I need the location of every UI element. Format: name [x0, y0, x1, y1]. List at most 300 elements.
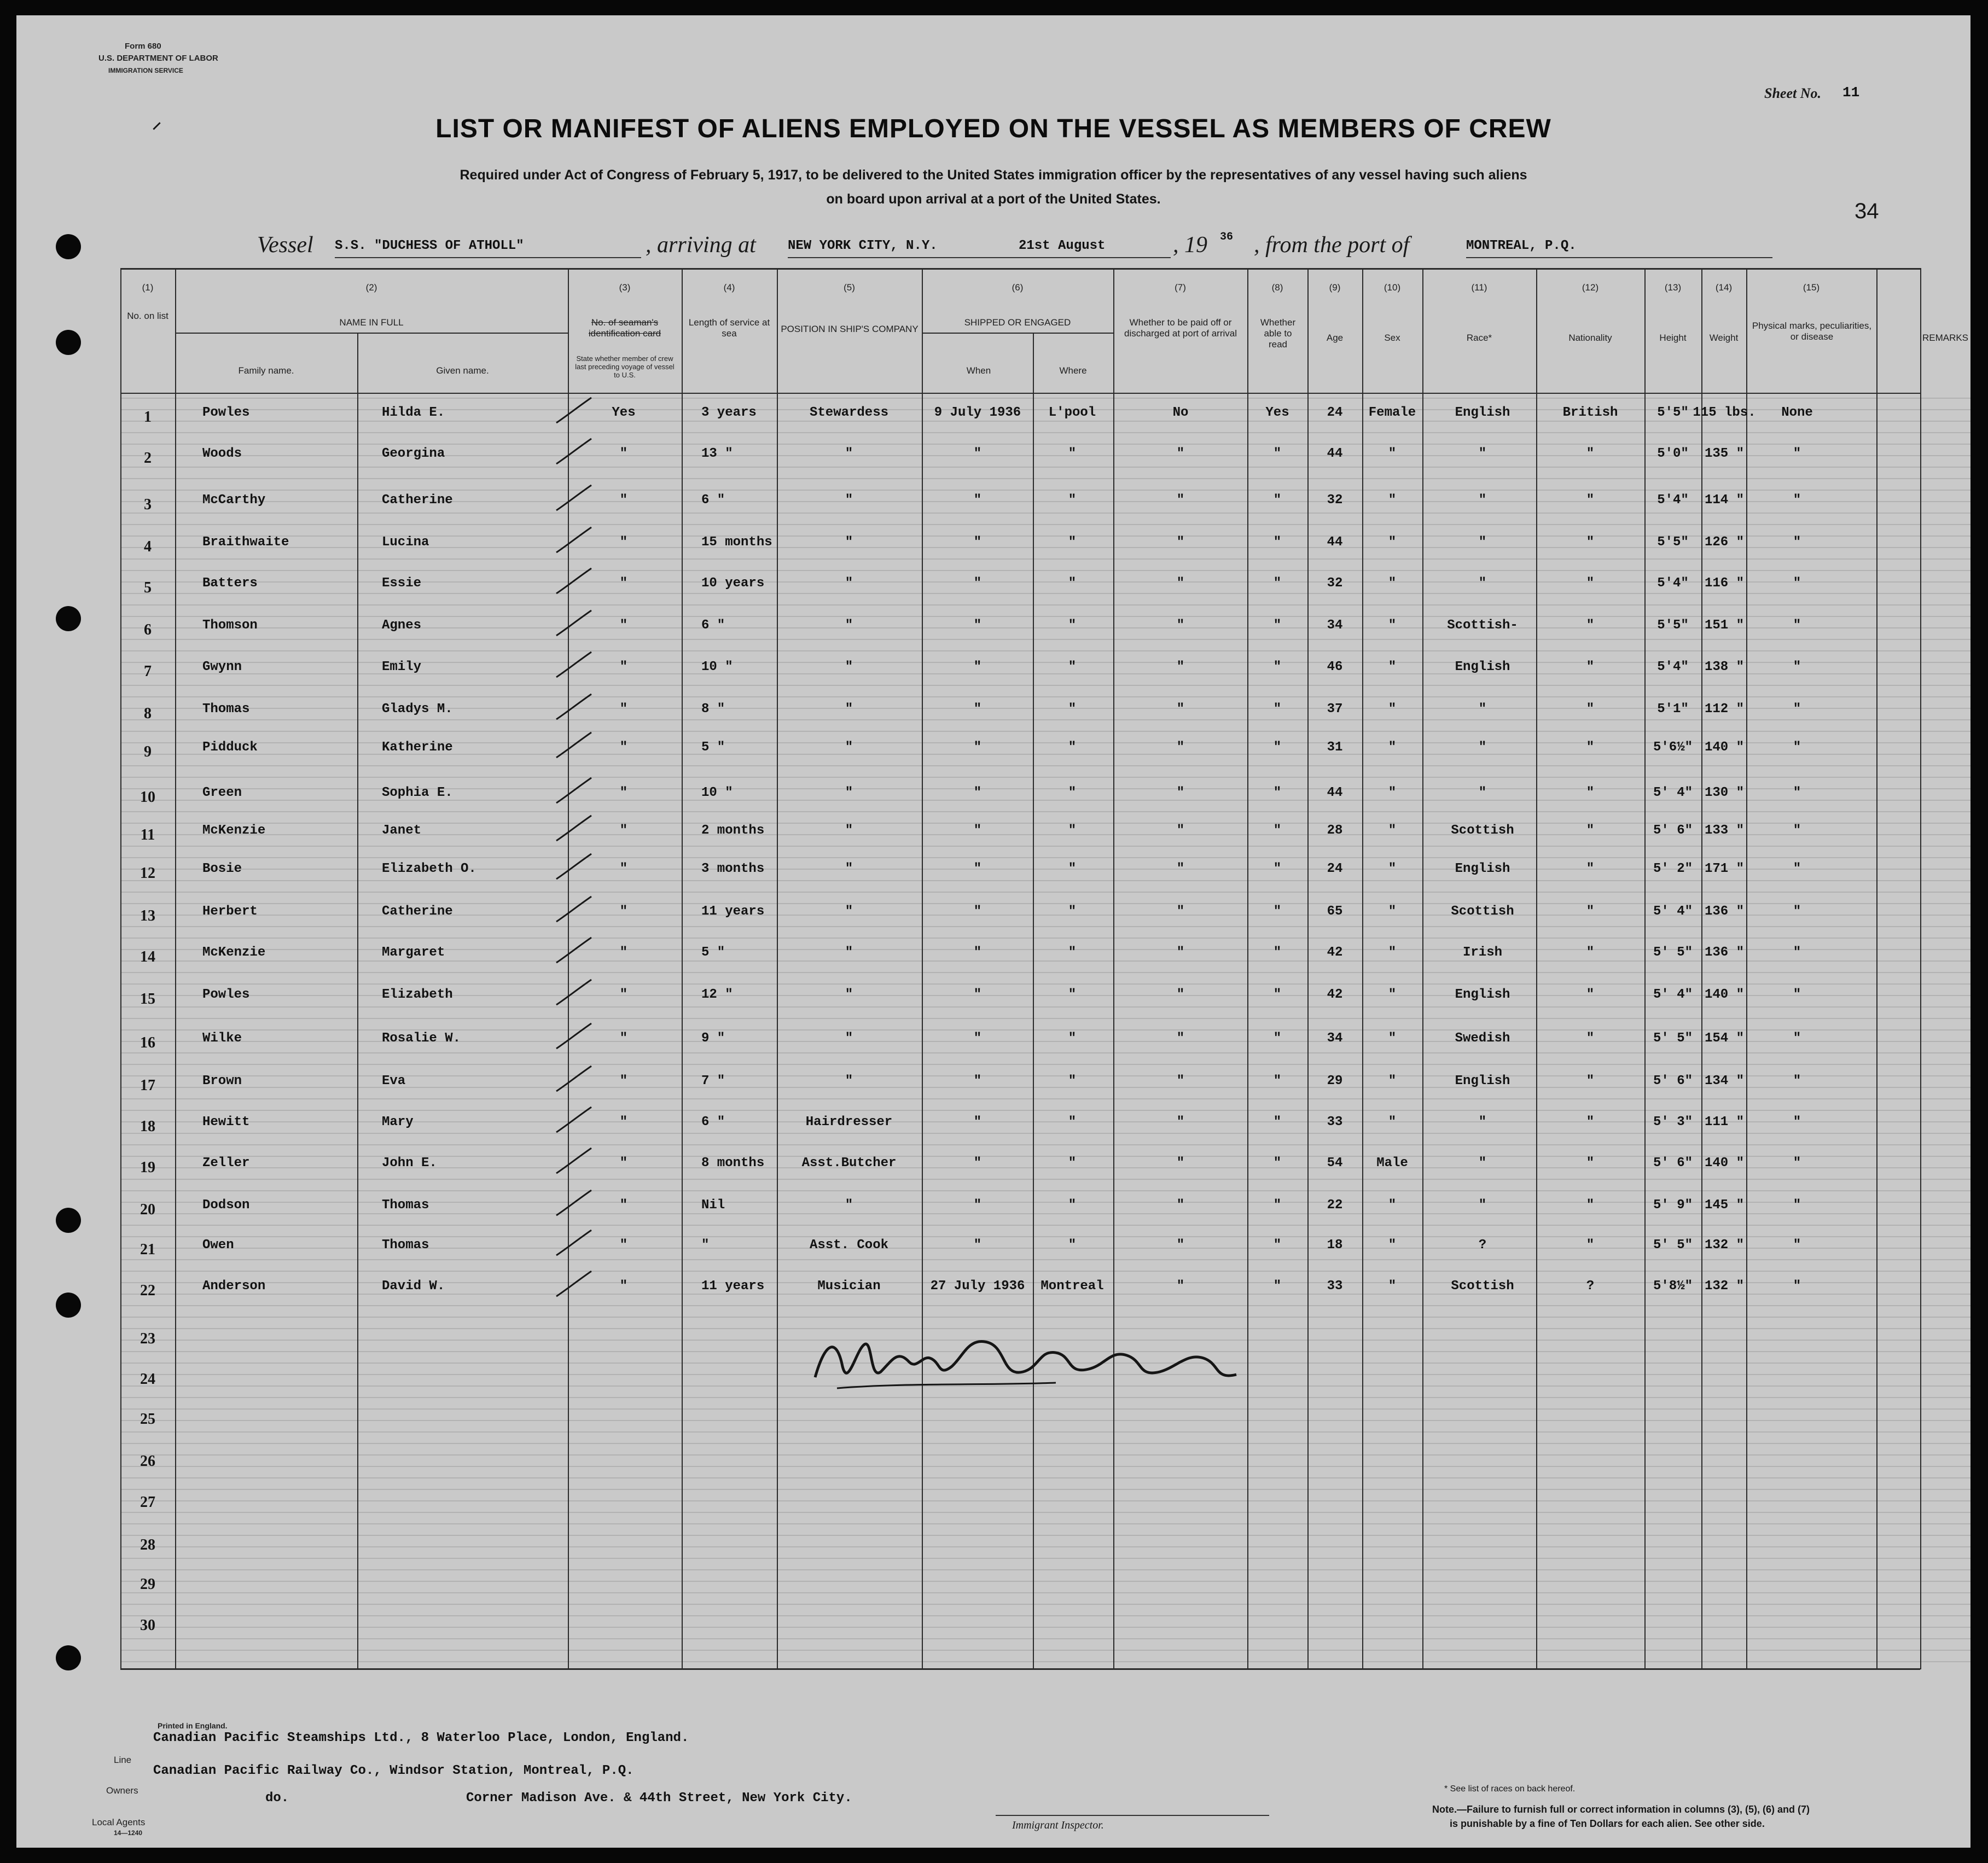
table-row	[16, 740, 1970, 764]
length-of-service: 7 "	[701, 1074, 725, 1088]
seaman-card: "	[619, 576, 628, 591]
weight: 136 "	[1704, 945, 1744, 960]
height: 5' 6"	[1653, 1156, 1693, 1171]
header-when: When	[966, 365, 991, 376]
shipped-where: Montreal	[1040, 1279, 1104, 1294]
shipped-when: 27 July 1936	[930, 1279, 1025, 1294]
fine-note-line-1: Note.—Failure to furnish full or correct information in columns (3), (5), (6) and (7)	[1432, 1804, 1810, 1815]
header-paid-off: Whether to be paid off or discharged at port of arrival	[1124, 317, 1237, 339]
race: English	[1455, 1074, 1510, 1088]
check-mark	[555, 776, 594, 808]
seaman-card: "	[619, 987, 628, 1002]
given-name: Emily	[382, 660, 422, 674]
header-no-on-list: No. on list	[127, 311, 168, 321]
physical-marks: "	[1793, 493, 1801, 508]
height: 5' 5"	[1653, 1031, 1693, 1046]
seaman-card: "	[619, 1115, 628, 1130]
physical-marks: "	[1793, 1238, 1801, 1253]
sex: "	[1388, 1238, 1397, 1253]
shipped-when: "	[973, 1115, 982, 1130]
seaman-card: "	[619, 618, 628, 633]
able-to-read: "	[1273, 987, 1282, 1002]
age: 24	[1327, 861, 1343, 876]
weight: 151 "	[1704, 618, 1744, 633]
given-name: Janet	[382, 823, 422, 838]
shipped-where: "	[1068, 1115, 1077, 1130]
table-row	[16, 576, 1970, 600]
family-name: Dodson	[202, 1198, 250, 1213]
able-to-read: Yes	[1265, 405, 1289, 420]
year-prefix: , 19	[1173, 232, 1207, 258]
weight: 111 "	[1704, 1115, 1744, 1130]
length-of-service: 2 months	[701, 823, 765, 838]
physical-marks: "	[1793, 660, 1801, 674]
shipped-when: "	[973, 785, 982, 800]
family-name: Anderson	[202, 1279, 266, 1294]
weight: 135 "	[1704, 446, 1744, 461]
sex: "	[1388, 1031, 1397, 1046]
seaman-card: Yes	[612, 405, 636, 420]
length-of-service: 10 "	[701, 785, 733, 800]
given-name: Catherine	[382, 904, 453, 919]
paid-off: "	[1176, 618, 1185, 633]
manifest-sheet	[16, 15, 1970, 1848]
weight: 133 "	[1704, 823, 1744, 838]
race: English	[1455, 660, 1510, 674]
race: "	[1478, 1115, 1487, 1130]
paid-off: "	[1176, 740, 1185, 755]
seaman-card: "	[619, 740, 628, 755]
family-name: Powles	[202, 405, 250, 420]
shipped-where: "	[1068, 660, 1077, 674]
check-mark	[555, 608, 594, 641]
shipped-where: "	[1068, 987, 1077, 1002]
sex: "	[1388, 945, 1397, 960]
service-label: IMMIGRATION SERVICE	[108, 67, 183, 74]
table-row	[16, 1614, 1970, 1638]
seaman-card: "	[619, 493, 628, 508]
height: 5'1"	[1657, 702, 1689, 717]
row-number: 23	[140, 1330, 155, 1347]
shipped-where: "	[1068, 1156, 1077, 1171]
column-number-c8: (8)	[1271, 282, 1283, 293]
header-name-in-full: NAME IN FULL	[339, 317, 404, 328]
given-name: Elizabeth O.	[382, 861, 476, 876]
length-of-service: 3 months	[701, 861, 765, 876]
weight: 171 "	[1704, 861, 1744, 876]
given-name: Thomas	[382, 1198, 429, 1213]
given-name: Elizabeth	[382, 987, 453, 1002]
position: "	[845, 446, 853, 461]
vessel-label: Vessel	[257, 232, 313, 258]
subtitle-line-2: on board upon arrival at a port of the United States.	[826, 191, 1161, 207]
position: Stewardess	[809, 405, 889, 420]
paid-off: "	[1176, 446, 1185, 461]
header-length-of-service: Length of service at sea	[688, 317, 770, 339]
able-to-read: "	[1273, 446, 1282, 461]
physical-marks: "	[1793, 535, 1801, 550]
given-name: Thomas	[382, 1238, 429, 1253]
check-mark	[555, 730, 594, 763]
shipped-when: "	[973, 823, 982, 838]
able-to-read: "	[1273, 660, 1282, 674]
shipped-where: "	[1068, 1074, 1077, 1088]
position: "	[845, 823, 853, 838]
given-name: Sophia E.	[382, 785, 453, 800]
paid-off: "	[1176, 535, 1185, 550]
punch-hole	[56, 234, 81, 259]
nationality: "	[1586, 618, 1595, 633]
check-mark	[555, 1021, 594, 1054]
age: 18	[1327, 1238, 1343, 1253]
family-name: Braithwaite	[202, 535, 289, 550]
column-number-c6: (6)	[1012, 282, 1024, 293]
sex: "	[1388, 861, 1397, 876]
family-name: Brown	[202, 1074, 242, 1088]
punch-hole	[56, 330, 81, 355]
name-split-rule	[175, 333, 568, 334]
shipped-where: "	[1068, 446, 1077, 461]
family-name: McKenzie	[202, 823, 266, 838]
row-number: 5	[144, 579, 152, 596]
local-agents-label: Local Agents	[92, 1817, 146, 1827]
race: "	[1478, 446, 1487, 461]
able-to-read: "	[1273, 493, 1282, 508]
age: 42	[1327, 945, 1343, 960]
row-number: 9	[144, 743, 152, 760]
height: 5' 9"	[1653, 1198, 1693, 1213]
sex: "	[1388, 987, 1397, 1002]
position: "	[845, 1198, 853, 1213]
row-number: 12	[140, 865, 155, 882]
race: Scottish	[1451, 1279, 1514, 1294]
physical-marks: "	[1793, 823, 1801, 838]
table-row	[16, 1407, 1970, 1431]
seaman-card: "	[619, 904, 628, 919]
paid-off: "	[1176, 1198, 1185, 1213]
given-name: Margaret	[382, 945, 445, 960]
sex: "	[1388, 823, 1397, 838]
length-of-service: Nil	[701, 1198, 725, 1213]
race: Scottish-	[1447, 618, 1518, 633]
sex: Male	[1376, 1156, 1408, 1171]
page-title: LIST OR MANIFEST OF ALIENS EMPLOYED ON THE VESSEL AS MEMBERS OF CREW	[435, 114, 1551, 143]
given-name: Lucina	[382, 535, 429, 550]
table-row	[16, 904, 1970, 928]
age: 37	[1327, 702, 1343, 717]
check-mark	[555, 436, 594, 469]
physical-marks: "	[1793, 861, 1801, 876]
family-name: Green	[202, 785, 242, 800]
age: 44	[1327, 535, 1343, 550]
header-shipped-engaged: SHIPPED OR ENGAGED	[964, 317, 1071, 328]
length-of-service: 6 "	[701, 618, 725, 633]
able-to-read: "	[1273, 1279, 1282, 1294]
length-of-service: 3 years	[701, 405, 757, 420]
port-underline	[788, 257, 1171, 258]
age: 34	[1327, 1031, 1343, 1046]
printed-in-label: Printed in England.	[158, 1721, 228, 1730]
paid-off: "	[1176, 493, 1185, 508]
column-number-c1: (1)	[142, 282, 154, 293]
nationality: "	[1586, 823, 1595, 838]
table-row	[16, 1156, 1970, 1180]
header-last-voyage: State whether member of crew last preceding voyage of vessel to U.S.	[575, 354, 675, 379]
height: 5' 4"	[1653, 785, 1693, 800]
weight: 130 "	[1704, 785, 1744, 800]
paid-off: "	[1176, 660, 1185, 674]
seaman-card: "	[619, 1279, 628, 1294]
form-code: 14—1240	[114, 1829, 143, 1837]
shipped-where: L'pool	[1048, 405, 1096, 420]
row-number: 2	[144, 450, 152, 467]
header-position: POSITION IN SHIP'S COMPANY	[781, 324, 919, 334]
paid-off: "	[1176, 904, 1185, 919]
height: 5'6½"	[1653, 740, 1693, 755]
row-number: 7	[144, 663, 152, 680]
column-number-c10: (10)	[1384, 282, 1401, 293]
age: 22	[1327, 1198, 1343, 1213]
given-name: Rosalie W.	[382, 1031, 461, 1046]
height: 5' 3"	[1653, 1115, 1693, 1130]
race: "	[1478, 785, 1487, 800]
subtitle-line-1: Required under Act of Congress of February 5, 1917, to be delivered to the United States immigration officer by the representatives of any vessel having such aliens	[460, 167, 1527, 183]
shipped-when: "	[973, 1031, 982, 1046]
race: "	[1478, 1156, 1487, 1171]
race: ?	[1478, 1238, 1487, 1253]
shipped-when: "	[973, 446, 982, 461]
header-able-to-read: Whether able to read	[1260, 317, 1296, 350]
check-mark	[555, 977, 594, 1010]
able-to-read: "	[1273, 861, 1282, 876]
able-to-read: "	[1273, 618, 1282, 633]
seaman-card: "	[619, 1031, 628, 1046]
column-number-c7: (7)	[1175, 282, 1186, 293]
table-row	[16, 446, 1970, 470]
header-seaman-card: No. of seaman's identification card	[588, 317, 661, 339]
row-number: 16	[140, 1034, 155, 1051]
year-suffix: 36	[1220, 231, 1234, 243]
age: 65	[1327, 904, 1343, 919]
length-of-service: 11 years	[701, 1279, 765, 1294]
check-mark	[555, 894, 594, 927]
races-note: * See list of races on back hereof.	[1444, 1784, 1576, 1794]
header-physical-marks: Physical marks, peculiarities, or disease	[1752, 321, 1872, 342]
weight: 112 "	[1704, 702, 1744, 717]
given-name: Eva	[382, 1074, 406, 1088]
position: Asst. Cook	[809, 1238, 889, 1253]
table-row	[16, 1449, 1970, 1474]
length-of-service: "	[701, 1238, 710, 1253]
shipped-where: "	[1068, 1238, 1077, 1253]
given-name: Mary	[382, 1115, 414, 1130]
sex: "	[1388, 1074, 1397, 1088]
paid-off: "	[1176, 823, 1185, 838]
able-to-read: "	[1273, 576, 1282, 591]
nationality: British	[1562, 405, 1618, 420]
age: 33	[1327, 1279, 1343, 1294]
check-mark	[555, 1188, 594, 1221]
physical-marks: "	[1793, 1198, 1801, 1213]
physical-marks: "	[1793, 1074, 1801, 1088]
row-number: 13	[140, 907, 155, 924]
length-of-service: 11 years	[701, 904, 765, 919]
race: "	[1478, 1198, 1487, 1213]
family-name: McCarthy	[202, 493, 266, 508]
weight: 140 "	[1704, 987, 1744, 1002]
nationality: "	[1586, 1074, 1595, 1088]
nationality: "	[1586, 493, 1595, 508]
race: Swedish	[1455, 1031, 1510, 1046]
family-name: Zeller	[202, 1156, 250, 1171]
check-mark	[555, 483, 594, 516]
weight: 136 "	[1704, 904, 1744, 919]
physical-marks: "	[1793, 1115, 1801, 1130]
row-number: 14	[140, 948, 155, 965]
column-number-c14: (14)	[1715, 282, 1733, 293]
shipped-when: "	[973, 660, 982, 674]
check-mark	[555, 852, 594, 884]
table-row	[16, 1533, 1970, 1557]
family-name: Thomas	[202, 702, 250, 717]
column-number-c2: (2)	[365, 282, 377, 293]
arrival-date: 21st August	[1019, 238, 1106, 253]
shipped-when: 9 July 1936	[934, 405, 1021, 420]
sex: "	[1388, 446, 1397, 461]
position: "	[845, 904, 853, 919]
table-row	[16, 1198, 1970, 1222]
table-row	[16, 823, 1970, 847]
height: 5'8½"	[1653, 1279, 1693, 1294]
age: 24	[1327, 405, 1343, 420]
line-label: Line	[114, 1755, 132, 1765]
nationality: "	[1586, 1198, 1595, 1213]
header-bottom-rule	[120, 393, 1920, 394]
arriving-label: , arriving at	[646, 232, 756, 258]
age: 34	[1327, 618, 1343, 633]
length-of-service: 12 "	[701, 987, 733, 1002]
shipped-where: "	[1068, 618, 1077, 633]
shipped-split-rule	[922, 333, 1113, 334]
nationality: "	[1586, 576, 1595, 591]
fine-note-line-2: is punishable by a fine of Ten Dollars for each alien. See other side.	[1450, 1818, 1765, 1829]
nationality: "	[1586, 904, 1595, 919]
paid-off: No	[1172, 405, 1189, 420]
given-name: Hilda E.	[382, 405, 445, 420]
shipped-where: "	[1068, 1031, 1077, 1046]
able-to-read: "	[1273, 1031, 1282, 1046]
column-number-c13: (13)	[1664, 282, 1682, 293]
weight: 138 "	[1704, 660, 1744, 674]
length-of-service: 9 "	[701, 1031, 725, 1046]
physical-marks: "	[1793, 618, 1801, 633]
seaman-card: "	[619, 823, 628, 838]
seaman-card: "	[619, 702, 628, 717]
age: 32	[1327, 576, 1343, 591]
check-mark	[555, 650, 594, 683]
inspector-label: Immigrant Inspector.	[1012, 1819, 1104, 1831]
race: "	[1478, 576, 1487, 591]
family-name: McKenzie	[202, 945, 266, 960]
able-to-read: "	[1273, 904, 1282, 919]
owners-label: Owners	[106, 1785, 138, 1796]
weight: 140 "	[1704, 740, 1744, 755]
check-mark	[555, 1269, 594, 1302]
from-underline	[1466, 257, 1772, 258]
vessel-name: S.S. "DUCHESS OF ATHOLL"	[335, 238, 524, 253]
family-name: Owen	[202, 1238, 234, 1253]
length-of-service: 10 years	[701, 576, 765, 591]
paid-off: "	[1176, 576, 1185, 591]
able-to-read: "	[1273, 740, 1282, 755]
family-name: Herbert	[202, 904, 258, 919]
physical-marks: "	[1793, 785, 1801, 800]
shipped-when: "	[973, 576, 982, 591]
check-mark	[555, 692, 594, 725]
age: 46	[1327, 660, 1343, 674]
position: "	[845, 945, 853, 960]
position: "	[845, 861, 853, 876]
age: 29	[1327, 1074, 1343, 1088]
seaman-card: "	[619, 1156, 628, 1171]
given-name: Agnes	[382, 618, 422, 633]
column-number-c3: (3)	[619, 282, 631, 293]
table-row	[16, 660, 1970, 684]
form-number: Form 680	[125, 42, 161, 51]
weight: 132 "	[1704, 1279, 1744, 1294]
height: 5' 5"	[1653, 945, 1693, 960]
position: Asst.Butcher	[801, 1156, 897, 1171]
row-number: 18	[140, 1118, 155, 1135]
table-row	[16, 493, 1970, 517]
column-number-c5: (5)	[844, 282, 855, 293]
shipped-when: "	[973, 1198, 982, 1213]
shipped-when: "	[973, 618, 982, 633]
nationality: "	[1586, 1156, 1595, 1171]
nationality: "	[1586, 945, 1595, 960]
row-number: 6	[144, 621, 152, 638]
row-number: 21	[140, 1241, 155, 1258]
given-name: David W.	[382, 1279, 445, 1294]
seaman-card: "	[619, 1198, 628, 1213]
position: "	[845, 493, 853, 508]
nationality: ?	[1586, 1279, 1595, 1294]
able-to-read: "	[1273, 1115, 1282, 1130]
check-mark	[555, 1064, 594, 1097]
height: 5'4"	[1657, 576, 1689, 591]
given-name: Gladys M.	[382, 702, 453, 717]
header-where: Where	[1059, 365, 1087, 376]
family-name: Thomson	[202, 618, 258, 633]
check-mark	[555, 525, 594, 558]
family-name: Powles	[202, 987, 250, 1002]
shipped-where: "	[1068, 493, 1077, 508]
table-row	[16, 1279, 1970, 1303]
table-row	[16, 1238, 1970, 1262]
header-family-name: Family name.	[238, 365, 294, 376]
physical-marks: "	[1793, 904, 1801, 919]
table-bottom-rule	[120, 1668, 1920, 1670]
department-label: U.S. DEPARTMENT OF LABOR	[98, 54, 218, 63]
height: 5' 5"	[1653, 1238, 1693, 1253]
race: "	[1478, 535, 1487, 550]
shipped-when: "	[973, 1238, 982, 1253]
sex: "	[1388, 904, 1397, 919]
age: 44	[1327, 785, 1343, 800]
table-row	[16, 987, 1970, 1011]
weight: 115 lbs.	[1693, 405, 1756, 420]
position: Hairdresser	[805, 1115, 893, 1130]
